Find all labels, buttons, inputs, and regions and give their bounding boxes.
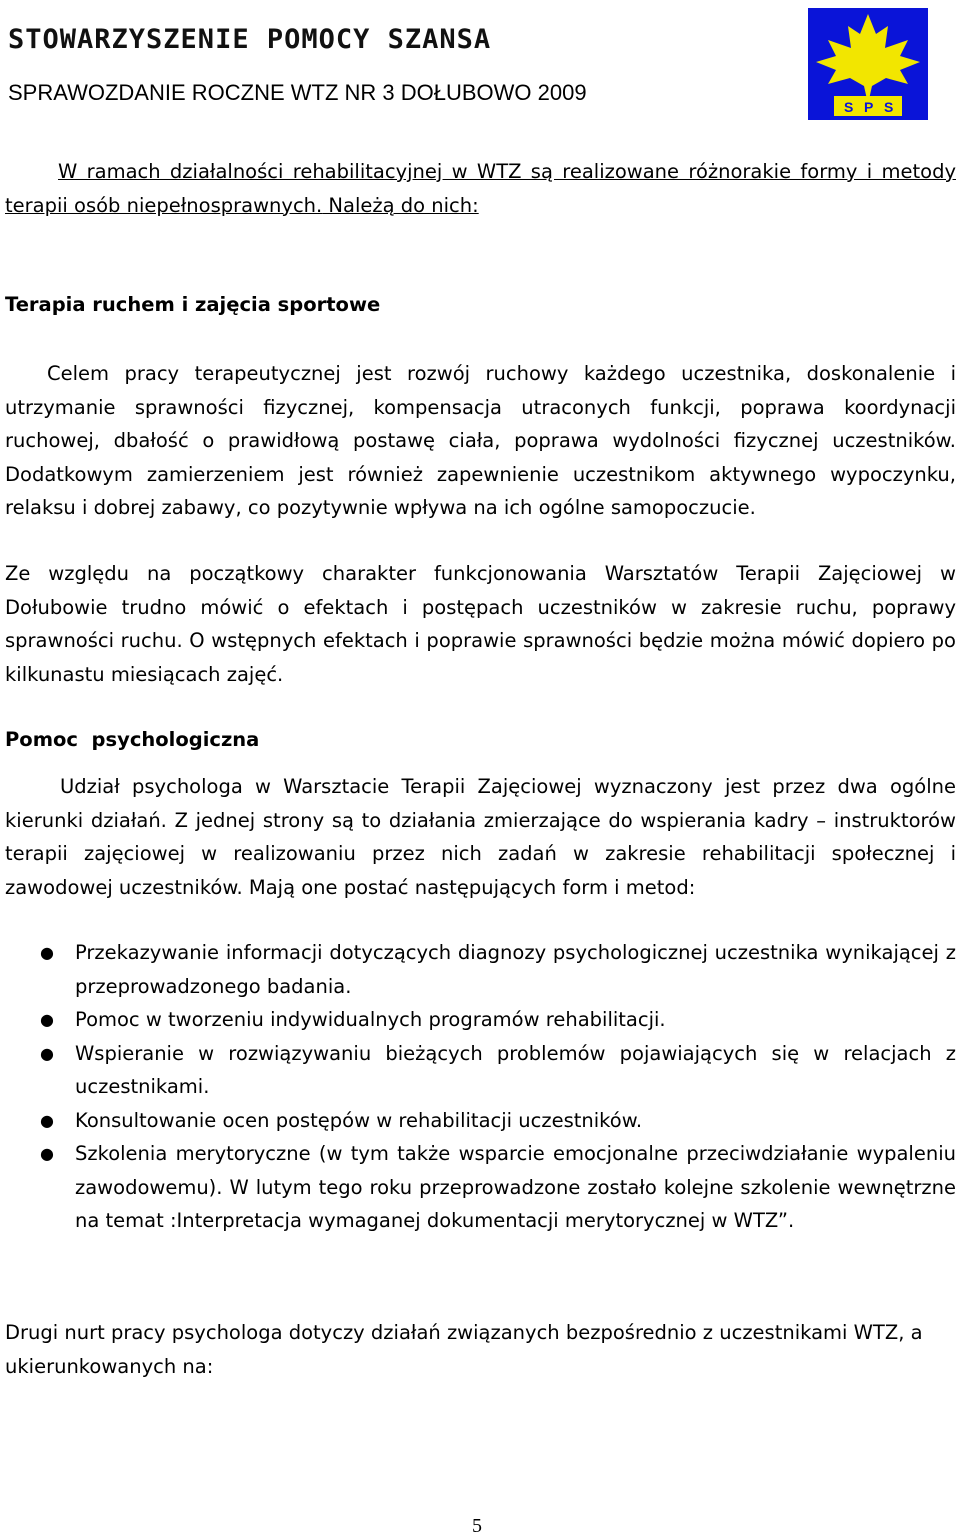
list-item xyxy=(40,1003,956,1037)
bullet-icon: ● xyxy=(40,1043,54,1063)
intro-paragraph xyxy=(5,155,956,222)
list-item-text: Pomoc w tworzeniu indywidualnych programów rehabilitacji. xyxy=(75,1008,666,1031)
psychological-methods-list xyxy=(40,936,956,1238)
sps-logo xyxy=(808,8,928,120)
report-title: SPRAWOZDANIE ROCZNE WTZ NR 3 DOŁUBOWO 2009 xyxy=(8,80,587,105)
bullet-icon: ● xyxy=(40,1010,54,1029)
intro-rest-text: Należą do nich: xyxy=(322,193,479,217)
bullet-icon: ● xyxy=(40,1110,54,1130)
list-item xyxy=(40,1137,956,1238)
movement-therapy-paragraph-1: Celem pracy terapeutycznej jest rozwój ruchowy każdego uczestnika, doskonalenie i utrzymanie sprawności fizycznej, kompensacja utraconych funkcji, poprawa koordynacji ruchowej, dbałość o prawidłową postawę ciała, poprawa wydolności fizycznej uczestników. Dodatkowym zamierzeniem jest również zapewnienie uczestnikom aktywnego wypoczynku, relaksu i dobrej zabawy, co pozytywnie wpływa na ich ogólne samopoczucie. xyxy=(5,362,956,519)
heading-movement-therapy: Terapia ruchem i zajęcia sportowe xyxy=(5,293,381,316)
list-item xyxy=(40,1037,956,1104)
organization-name: STOWARZYSZENIE POMOCY SZANSA xyxy=(8,24,492,55)
closing-paragraph: Drugi nurt pracy psychologa dotyczy działań związanych bezpośrednio z uczestnikami WTZ, a ukierunkowanych na: xyxy=(5,1321,923,1378)
page-number: 5 xyxy=(472,1515,482,1537)
list-item-text: Wspieranie w rozwiązywaniu bieżących problemów pojawiających się w relacjach z uczestnikami. xyxy=(75,1041,956,1098)
logo-letter-p: P xyxy=(864,99,874,115)
logo-letter-s1: S xyxy=(844,99,854,115)
list-item-text: Konsultowanie ocen postępów w rehabilitacji uczestników. xyxy=(75,1108,643,1132)
heading-psychological-help: Pomoc psychologiczna xyxy=(5,728,260,751)
psychological-help-intro: Udział psychologa w Warsztacie Terapii Zajęciowej wyznaczony jest przez dwa ogólne kierunki działań. Z jednej strony są to działania zmierzające do wspierania kadry – instruktorów terapii zajęciowej w realizowaniu przez nich zadań w zakresie rehabilitacji społecznej i zawodowej uczestników. Mają one postać następujących form i metod: xyxy=(5,775,956,899)
bullet-icon: ● xyxy=(40,1144,54,1163)
list-item xyxy=(40,936,956,1003)
list-item-text: Szkolenia merytoryczne (w tym także wsparcie emocjonalne przeciwdziałanie wypaleniu zawodowemu). W lutym tego roku przeprowadzone zostało kolejne szkolenie wewnętrzne na temat :Interpretacja wymaganej dokumentacji merytorycznej w WTZ”. xyxy=(75,1142,956,1232)
movement-therapy-paragraph-2: Ze względu na początkowy charakter funkcjonowania Warsztatów Terapii Zajęciowej w Dołubowie trudno mówić o efektach i postępach uczestników w zakresie ruchu, poprawy sprawności ruchu. O wstępnych efektach i poprawie sprawności będzie można mówić dopiero po kilkunastu miesiącach zajęć. xyxy=(5,562,956,686)
list-item-text: Przekazywanie informacji dotyczących diagnozy psychologicznej uczestnika wynikającej z przeprowadzonego badania. xyxy=(75,941,956,998)
intro-underlined-text: W ramach działalności rehabilitacyjnej w WTZ są realizowane różnorakie formy i metody terapii osób niepełnosprawnych. xyxy=(5,160,956,217)
logo-letter-s2: S xyxy=(884,99,894,115)
bullet-icon: ● xyxy=(40,943,54,962)
list-item xyxy=(40,1104,956,1138)
